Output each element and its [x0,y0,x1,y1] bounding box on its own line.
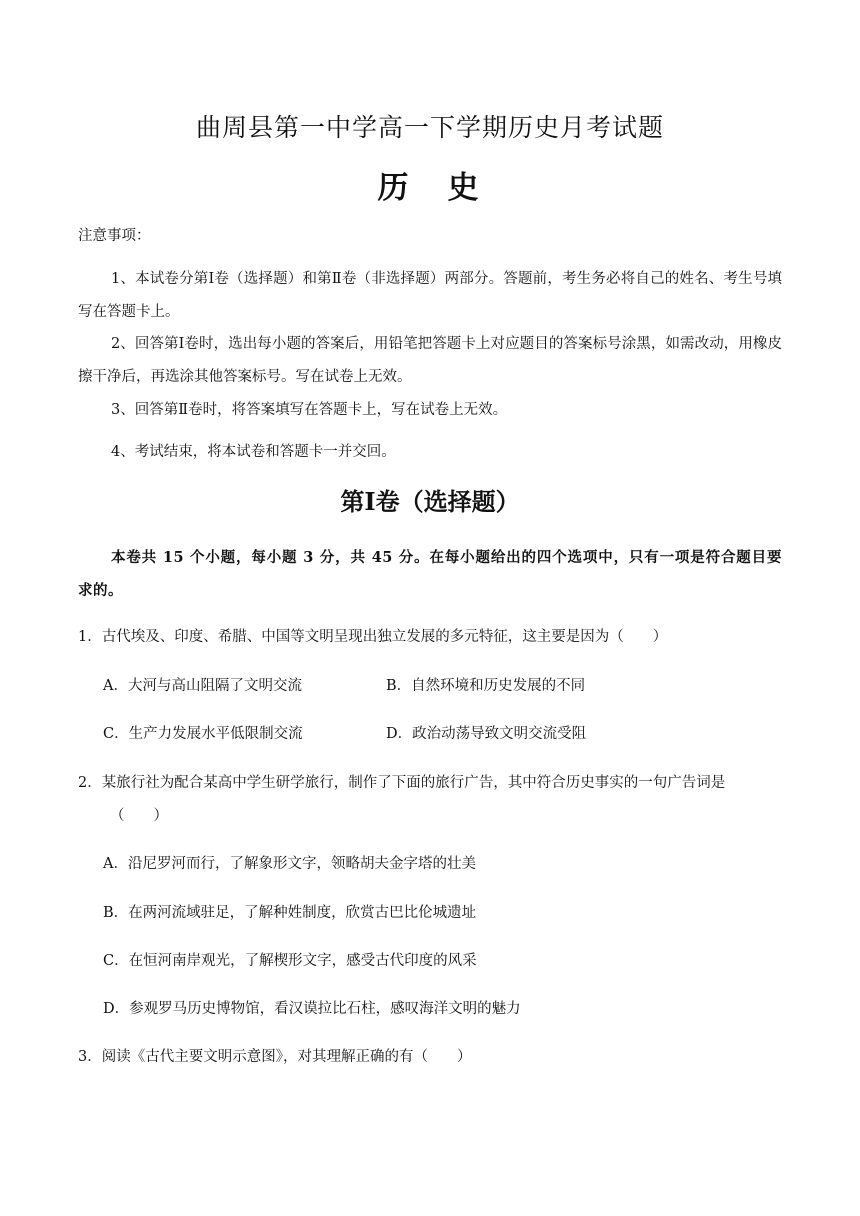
notice-item-3: 3、回答第Ⅱ卷时，将答案填写在答题卡上，写在试卷上无效。 [111,402,508,418]
question-1-option-d: D．政治动荡导致文明交流受阻 [386,726,587,742]
subject-heading: 历 史 [377,170,483,206]
question-1-option-c: C．生产力发展水平低限制交流 [103,726,303,742]
question-2-option-d: D．参观罗马历史博物馆，看汉谟拉比石柱，感叹海洋文明的魅力 [103,1001,521,1017]
notice-item-1: 1、本试卷分第Ⅰ卷（选择题）和第Ⅱ卷（非选择题）两部分。答题前，考生务必将自己的姓名、考生号填写在答题卡上。 [78,271,782,320]
notice-item-4: 4、考试结束，将本试卷和答题卡一并交回。 [111,444,396,460]
question-2-option-c: C．在恒河南岸观光，了解楔形文字，感受古代印度的风采 [103,953,477,969]
question-1-stem: 1．古代埃及、印度、希腊、中国等文明呈现出独立发展的多元特征，这主要是因为（ ） [78,629,668,645]
section-intro: 本卷共 15 个小题，每小题 3 分，共 45 分。在每小题给出的四个选项中，只有一项是符合题目要求的。 [78,549,782,599]
question-3-stem: 3．阅读《古代主要文明示意图》，对其理解正确的有（ ） [78,1049,472,1065]
question-2-option-b: B．在两河流域驻足，了解种姓制度，欣赏古巴比伦城遗址 [103,905,477,921]
question-1-option-b: B．自然环境和历史发展的不同 [386,678,586,694]
notice-label: 注意事项： [78,228,151,244]
question-2-option-a: A．沿尼罗河而行，了解象形文字，领略胡夫金字塔的壮美 [103,856,476,872]
question-2-stem: 2．某旅行社为配合某高中学生研学旅行，制作了下面的旅行广告，其中符合历史事实的一句广告词是 [78,775,726,791]
section-title: 第Ⅰ卷（选择题） [340,487,520,516]
notice-item-2: 2、回答第Ⅰ卷时，选出每小题的答案后，用铅笔把答题卡上对应题目的答案标号涂黑，如需改动，用橡皮擦干净后，再选涂其他答案标号。写在试卷上无效。 [78,336,782,385]
question-2-stem-continuation: （ ） [110,808,168,824]
exam-title: 曲周县第一中学高一下学期历史月考试题 [195,113,664,142]
question-1-option-a: A．大河与高山阻隔了文明交流 [103,678,302,694]
